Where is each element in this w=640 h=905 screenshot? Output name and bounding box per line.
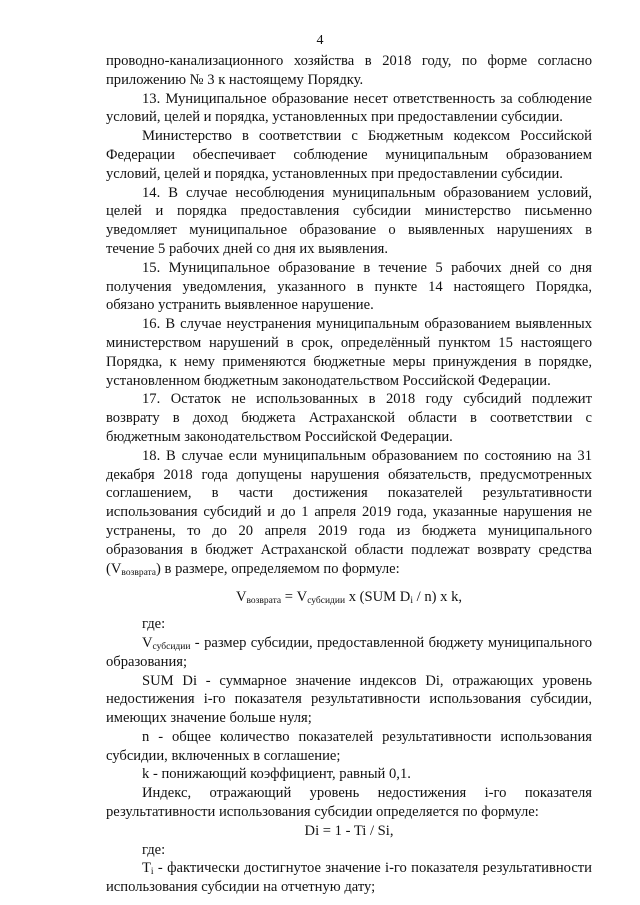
index-paragraph: Индекс, отражающий уровень недостижения i-го показателя результативности использования субсидии определяется по формуле:: [106, 785, 592, 821]
def-v: V: [142, 634, 153, 651]
def-t-sub: i: [150, 867, 154, 878]
paragraph-13: 13. Муниципальное образование несет ответственность за соблюдение условий, целей и порядка, установленных при предоставлении субсидии.: [106, 90, 592, 126]
definition-sum-di: SUM Di - суммарное значение индексов Di, отражающих уровень недостижения i-го показателя результативности использования субсидии, имеющих значение больше нуля;: [106, 672, 592, 727]
definition-k: k - понижающий коэффициент, равный 0,1.: [142, 766, 411, 783]
definition-n: n - общее количество показателей результативности использования субсидии, включенных в соглашение;: [106, 728, 592, 764]
paragraph-13-ministry: Министерство в соответствии с Бюджетным кодексом Российской Федерации обеспечивает соблюдение муниципальным образованием условий, целей и порядка, установленных при предоставлении субсидии.: [106, 128, 592, 182]
paragraph-18-text: 18. В случае если муниципальным образованием по состоянию на 31 декабря 2018 года допущены нарушения обязательств, предусмотренных соглашением, в части достижения показателей результативности использования субсидий и до 1 апреля 2019 года, указанные нарушения не устранены, то до 20 апреля 2019 года из бюджета муниципального образования в бюджет Астраханской области подлежат возврату средства (V: [106, 447, 592, 577]
def-t-text: - фактически достигнутое значение i-го показателя результативности использования субсидии на отчетную дату;: [106, 860, 592, 896]
def-v-sub: субсидии: [152, 641, 191, 652]
paragraph-continuation: проводно-канализационного хозяйства в 2018 году, по форме согласно приложению № 3 к настоящему Порядку.: [106, 53, 592, 88]
page-number: 4: [316, 33, 324, 48]
formula-mid: x (SUM D: [345, 589, 411, 606]
def-v-text: - размер субсидии, предоставленной бюджету муниципального образования;: [106, 634, 592, 670]
paragraph-18: [106, 447, 592, 579]
paragraph-15: 15. Муниципальное образование в течение 5 рабочих дней со дня получения уведомления, указанного в пункте 14 настоящего Порядка, обязано устранить выявленное нарушение.: [106, 259, 592, 314]
paragraph-18-end: ) в размере, определяемом по формуле:: [156, 560, 400, 577]
paragraph-16: 16. В случае неустранения муниципальным образованием выявленных министерством нарушений в срок, определённый пунктом 15 настоящего Порядка, к нему применяются бюджетные меры принуждения в порядке, установленном бюджетным законодательством Российской Федерации.: [106, 316, 592, 389]
formula-eq-sub: субсидии: [307, 596, 346, 607]
index-formula: Di = 1 - Ti / Si,: [304, 822, 394, 839]
where-label: где:: [142, 616, 166, 633]
where-label-2: где:: [142, 841, 166, 858]
refund-formula: [106, 588, 592, 607]
definition-ti: [106, 859, 592, 897]
formula-mid-sub: i: [410, 596, 413, 607]
def-t: T: [142, 860, 151, 877]
paragraph-17: 17. Остаток не использованных в 2018 году субсидий подлежит возврату в доход бюджета Астраханской области в соответствии с бюджетным законодательством Российской Федерации.: [106, 391, 592, 445]
definition-v-subsidy: [106, 634, 592, 672]
formula-v-sub: возврата: [246, 596, 282, 607]
paragraph-18-subscript: возврата: [121, 567, 157, 578]
paragraph-14: 14. В случае несоблюдения муниципальным образованием условий, целей и порядка предоставления субсидии министерство письменно уведомляет муниципальное образование о выявленных нарушениях в течение 5 рабочих дней со дня их выявления.: [106, 184, 592, 257]
formula-v: V: [235, 589, 247, 606]
formula-eq: = V: [281, 589, 308, 606]
formula-end: / n) x k,: [412, 589, 463, 606]
document-body: [106, 52, 592, 897]
